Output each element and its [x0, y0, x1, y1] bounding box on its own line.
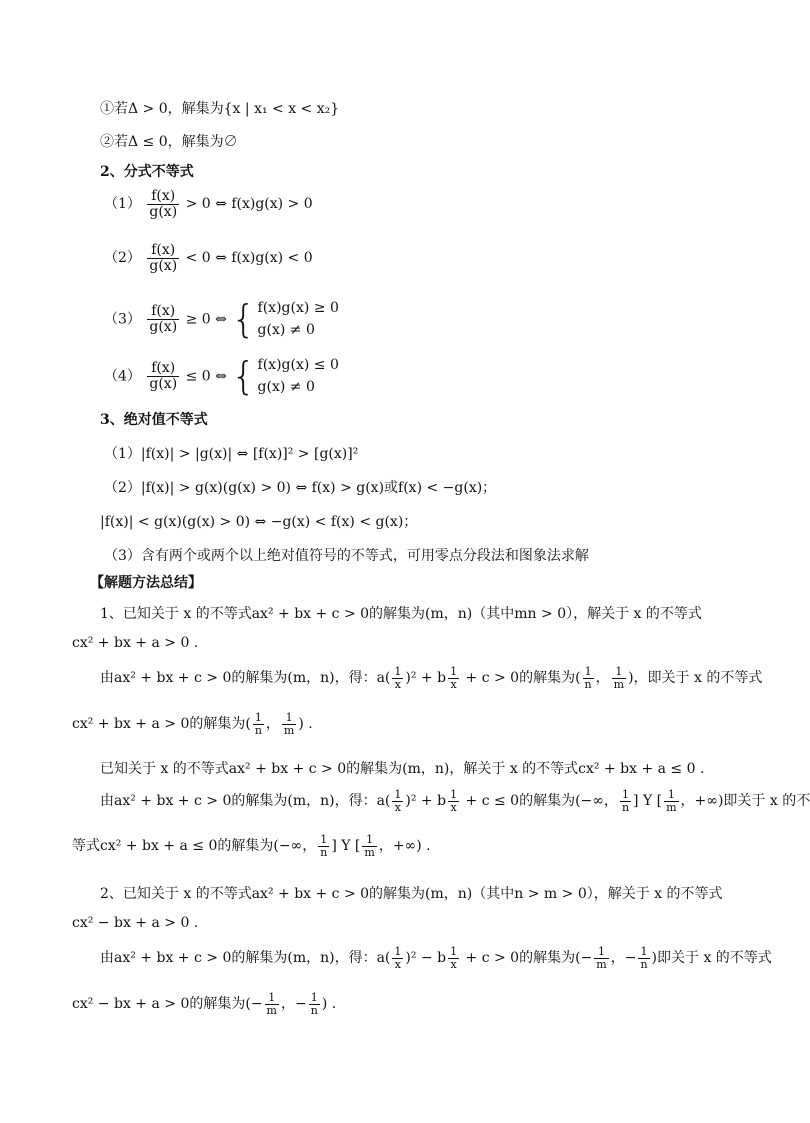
fraction — [147, 189, 179, 219]
case-2: g(x) ≠ 0 — [257, 379, 315, 396]
fraction-numerator: 1 — [594, 946, 608, 959]
text-segment: cx² + bx + a > 0的解集为( — [72, 716, 251, 733]
line-m7: 2、已知关于 x 的不等式ax² + bx + c > 0的解集为(m，n)（其中n > m > 0），解关于 x 的不等式 — [100, 886, 723, 902]
formula-frac-2 — [104, 243, 313, 273]
fraction-1-over-x — [448, 946, 459, 970]
text-segment: ] Y [ — [633, 793, 663, 810]
fraction-1-over-m — [265, 992, 279, 1016]
case-2: g(x) ≠ 0 — [257, 322, 315, 339]
text-segment: 由ax² + bx + c > 0的解集为(m，n)，得：a( — [100, 793, 391, 810]
line-p1: ①若Δ > 0，解集为{x | x₁ < x < x₂} — [100, 101, 340, 117]
fraction — [147, 361, 179, 391]
fraction-denominator: m — [364, 845, 375, 859]
fraction-numerator: 1 — [638, 946, 649, 959]
text-segment: ， — [595, 670, 610, 687]
fraction-numerator: f(x) — [147, 189, 179, 205]
fraction-1-over-n — [253, 712, 264, 736]
fraction-numerator: 1 — [620, 789, 631, 802]
fraction-1-over-m — [362, 834, 376, 858]
formula-label: （4） — [104, 368, 141, 385]
line-m4: 已知关于 x 的不等式ax² + bx + c > 0的解集为(m，n)，解关于 x 的不等式cx² + bx + a ≤ 0 . — [100, 761, 705, 777]
line-m9 — [72, 992, 336, 1016]
fraction — [147, 304, 179, 334]
fraction-1-over-n — [309, 992, 320, 1016]
fraction-numerator: f(x) — [147, 361, 179, 377]
fraction-1-over-m — [282, 712, 296, 736]
heading-fractional-inequality: 2、分式不等式 — [100, 164, 194, 180]
fraction-denominator: x — [450, 677, 457, 691]
text-segment: ，− — [610, 950, 637, 967]
heading-absolute-value: 3、绝对值不等式 — [100, 412, 208, 428]
fraction-denominator: x — [394, 677, 401, 691]
line-p2: ②若Δ ≤ 0，解集为∅ — [100, 134, 238, 150]
text-segment: ，+∞) . — [378, 838, 431, 855]
fraction-denominator: x — [394, 957, 401, 971]
formula-relation: ≤ 0 ⇔ — [185, 368, 227, 385]
text-segment: )，即关于 x 的不等式 — [628, 670, 763, 687]
case-block — [258, 297, 339, 342]
line-m7b: cx² − bx + a > 0 . — [72, 915, 199, 931]
fraction-denominator: g(x) — [149, 318, 178, 335]
fraction-numerator: 1 — [583, 666, 594, 679]
fraction-1-over-m — [664, 789, 678, 813]
section-method-summary: 【解题方法总结】 — [90, 575, 202, 591]
fraction-denominator: m — [596, 957, 607, 971]
fraction-1-over-n — [620, 789, 631, 813]
fraction-denominator: x — [394, 800, 401, 814]
fraction-numerator: 1 — [450, 665, 458, 678]
fraction-denominator: n — [584, 677, 592, 691]
text-segment: ] Y [ — [331, 838, 361, 855]
fraction-numerator: 1 — [362, 834, 376, 847]
fraction-denominator: m — [266, 1003, 277, 1017]
left-brace: { — [231, 354, 256, 399]
text-segment: 等式cx² + bx + a ≤ 0的解集为(−∞， — [72, 838, 317, 855]
fraction-denominator: n — [254, 723, 262, 737]
fraction-denominator: n — [310, 1003, 318, 1017]
formula-relation: > 0 ⇔ f(x)g(x) > 0 — [185, 196, 313, 213]
text-segment: )即关于 x 的不等式 — [651, 950, 772, 967]
fraction-1-over-x — [448, 666, 459, 690]
line-m3 — [72, 712, 313, 736]
formula-label: （1） — [104, 196, 141, 213]
fraction-denominator: g(x) — [149, 203, 178, 220]
fraction-1-over-x — [392, 946, 403, 970]
formula-frac-4 — [104, 354, 339, 399]
fraction-denominator: m — [666, 800, 677, 814]
left-brace: { — [231, 297, 256, 342]
fraction-numerator: f(x) — [147, 304, 179, 320]
fraction-denominator: x — [450, 957, 457, 971]
fraction-numerator: 1 — [282, 712, 296, 725]
formula-frac-1 — [104, 189, 313, 219]
text-segment: + c > 0的解集为(− — [461, 950, 593, 967]
fraction-denominator: m — [283, 723, 295, 737]
text-segment: )² + b — [405, 793, 447, 810]
fraction-numerator: 1 — [318, 834, 329, 847]
line-m6 — [72, 834, 431, 858]
fraction-numerator: 1 — [394, 945, 402, 958]
text-segment: + c ≤ 0的解集为(−∞， — [461, 793, 618, 810]
fraction-1-over-x — [392, 666, 403, 690]
line-a3: |f(x)| < g(x)(g(x) > 0) ⇔ −g(x) < f(x) < g(x)； — [100, 514, 418, 530]
fraction-numerator: 1 — [253, 712, 264, 725]
text-segment: + c > 0的解集为( — [461, 670, 581, 687]
fraction-1-over-m — [594, 946, 608, 970]
text-segment: ) . — [298, 716, 313, 733]
fraction-numerator: 1 — [450, 945, 458, 958]
case-1: f(x)g(x) ≥ 0 — [257, 300, 339, 316]
fraction — [147, 243, 179, 273]
fraction-numerator: 1 — [309, 992, 320, 1005]
fraction-1-over-n — [318, 834, 329, 858]
text-segment: cx² − bx + a > 0的解集为(− — [72, 996, 263, 1013]
line-m2 — [100, 666, 762, 690]
text-segment: ， — [265, 716, 280, 733]
fraction-1-over-n — [583, 666, 594, 690]
text-segment: ，+∞)即关于 x 的不 — [680, 793, 810, 810]
fraction-denominator: n — [320, 845, 328, 859]
fraction-denominator: n — [621, 800, 630, 814]
line-m5 — [100, 789, 810, 813]
formula-relation: ≥ 0 ⇔ — [185, 311, 227, 328]
fraction-1-over-n — [638, 946, 649, 970]
text-segment: 由ax² + bx + c > 0的解集为(m，n)，得：a( — [100, 670, 391, 687]
fraction-denominator: n — [640, 957, 648, 971]
fraction-1-over-x — [392, 789, 403, 813]
line-a4: （3）含有两个或两个以上绝对值符号的不等式，可用零点分段法和图象法求解 — [104, 548, 589, 564]
fraction-denominator: g(x) — [149, 375, 178, 392]
fraction-1-over-x — [448, 789, 459, 813]
fraction-numerator: 1 — [664, 789, 678, 802]
fraction-numerator: 1 — [612, 666, 626, 679]
line-m1b: cx² + bx + a > 0 . — [72, 635, 199, 651]
text-segment: ，− — [280, 996, 307, 1013]
fraction-numerator: f(x) — [147, 243, 179, 259]
formula-label: （2） — [104, 250, 141, 267]
fraction-numerator: 1 — [394, 788, 402, 801]
fraction-denominator: g(x) — [149, 257, 178, 274]
fraction-denominator: x — [450, 800, 457, 814]
case-1: f(x)g(x) ≤ 0 — [257, 357, 339, 373]
line-m8 — [100, 946, 772, 970]
text-segment: ) . — [321, 996, 337, 1013]
formula-label: （3） — [104, 311, 141, 328]
text-segment: )² − b — [405, 950, 447, 967]
fraction-numerator: 1 — [265, 992, 279, 1005]
line-m1: 1、已知关于 x 的不等式ax² + bx + c > 0的解集为(m，n)（其中mn > 0），解关于 x 的不等式 — [100, 606, 702, 622]
case-block — [258, 354, 339, 399]
fraction-numerator: 1 — [450, 788, 458, 801]
text-segment: )² + b — [405, 670, 447, 687]
fraction-denominator: m — [613, 677, 625, 691]
formula-relation: < 0 ⇔ f(x)g(x) < 0 — [185, 250, 313, 267]
formula-frac-3 — [104, 297, 339, 342]
line-a1: （1）|f(x)| > |g(x)| ⇔ [f(x)]² > [g(x)]² — [104, 446, 359, 462]
line-a2: （2）|f(x)| > g(x)(g(x) > 0) ⇔ f(x) > g(x)或f(x) < −g(x)； — [104, 480, 497, 496]
fraction-1-over-m — [612, 666, 626, 690]
fraction-numerator: 1 — [394, 665, 402, 678]
text-segment: 由ax² + bx + c > 0的解集为(m，n)，得：a( — [100, 950, 391, 967]
